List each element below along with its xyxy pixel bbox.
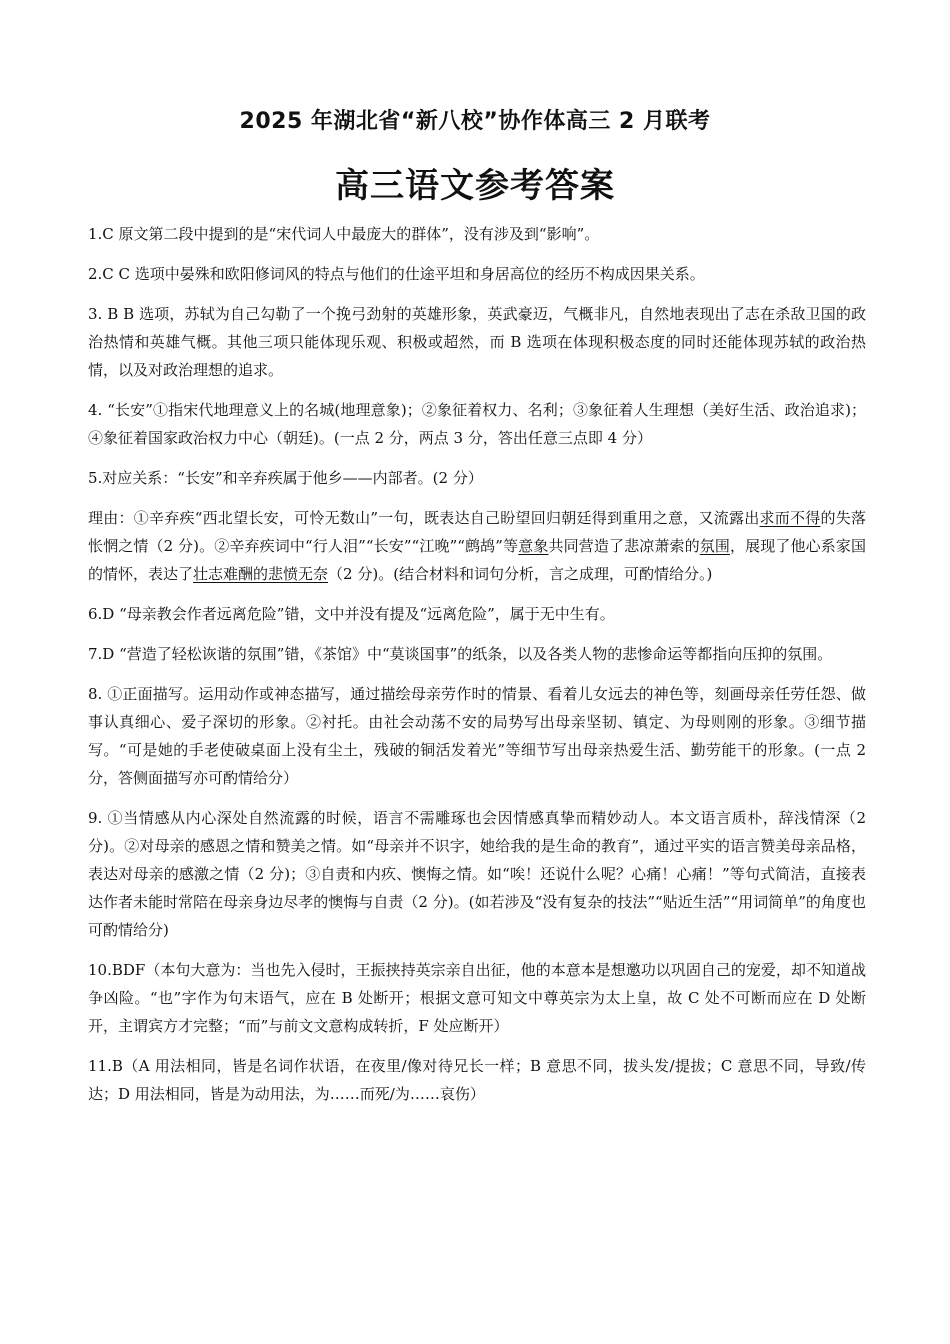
answer-q2: 2.C C 选项中晏殊和欧阳修词风的特点与他们的仕途平坦和身居高位的经历不构成因果关系。: [88, 265, 705, 283]
answer-q8: 8. ①正面描写。运用动作或神态描写，通过描绘母亲劳作时的情景、看着儿女远去的神色等，刻画母亲任劳任怨、做事认真细心、爱子深切的形象。②衬托。由社会动荡不安的局势写出母亲坚韧、镇定、为母则刚的形象。③细节描写。“可是她的手老使破桌面上没有尘土，残破的铜活发着光”等细节写出母亲热爱生活、勤劳能干的形象。(一点 2 分，答侧面描写亦可酌情给分）: [88, 685, 866, 787]
answer-q4: 4. “长安”①指宋代地理意义上的名城(地理意象)；②象征着权力、名利；③象征着人生理想（美好生活、政治追求)；④象征着国家政治权力中心（朝廷)。(一点 2 分，两点 3 分，答出任意三点即 4 分）: [88, 401, 866, 447]
answer-q11: 11.B（A 用法相同，皆是名词作状语，在夜里/像对待兄长一样；B 意思不同，拔头发/提拔；C 意思不同，导致/传达；D 用法相同，皆是为动用法，为……而死/为……哀伤）: [88, 1057, 866, 1103]
q5-underline-4: 壮志难酬的悲愤无奈: [193, 565, 329, 583]
q5-underline-1: 求而不得: [759, 509, 821, 527]
answer-q10: 10.BDF（本句大意为：当也先入侵时，王振挟持英宗亲自出征，他的本意本是想邀功以巩固自己的宠爱，却不知道战争凶险。“也”字作为句末语气，应在 B 处断开；根据文意可知文中尊英宗为太上皇，故 C 处不可断而应在 D 处断开，主谓宾方才完整；“而”与前文文意构成转折，F 处应断开）: [88, 961, 866, 1035]
document-title: 高三语文参考答案: [335, 166, 615, 206]
answer-q5-relation: 5.对应关系：“长安”和辛弃疾属于他乡——内部者。(2 分）: [88, 469, 483, 487]
q5-underline-2: 意象: [518, 537, 549, 555]
q5-reason-text-1: 理由：①辛弃疾“西北望长安，可怜无数山”一句，既表达自己盼望回归朝廷得到重用之意，又流露出: [88, 509, 760, 527]
answers-body: [88, 220, 866, 1120]
q5-reason-text-5: （2 分)。(结合材料和词句分析，言之成理，可酌情给分。): [328, 565, 713, 583]
answer-q6: 6.D “母亲教会作者远离危险”错，文中并没有提及“远离危险”，属于无中生有。: [88, 605, 615, 623]
answer-q3: 3. B B 选项，苏轼为自己勾勒了一个挽弓劲射的英雄形象，英武豪迈，气概非凡，自然地表现出了志在杀敌卫国的政治热情和英雄气概。其他三项只能体现乐观、积极或超然，而 B 选项在体现积极态度的同时还能体现苏轼的政治热情，以及对政治理想的追求。: [88, 305, 866, 379]
answer-q7: 7.D “营造了轻松诙谐的氛围”错，《茶馆》中“莫谈国事”的纸条，以及各类人物的悲惨命运等都指向压抑的氛围。: [88, 645, 833, 663]
answer-q5-reason: [88, 504, 866, 588]
q5-reason-text-2: 的失落怅惘之情（2 分)。②辛弃疾词中“行人泪”“长安”“江晚”“鹧鸪”等: [88, 509, 866, 555]
q5-reason-text-3: 共同营造了悲凉萧索的: [548, 537, 700, 555]
q5-reason-text-4: ，展现了他心系家国的情怀，表达了: [88, 537, 866, 583]
exam-title: 2025 年湖北省“新八校”协作体高三 2 月联考: [239, 109, 711, 134]
answer-q1: 1.C 原文第二段中提到的是“宋代词人中最庞大的群体”，没有涉及到“影响”。: [88, 225, 600, 243]
q5-underline-3: 氛围: [699, 537, 730, 555]
answer-q9: 9. ①当情感从内心深处自然流露的时候，语言不需雕琢也会因情感真挚而精妙动人。本文语言质朴，辞浅情深（2 分)。②对母亲的感恩之情和赞美之情。如“母亲并不识字，她给我的是生命的教育”，通过平实的语言赞美母亲品格，表达对母亲的感激之情（2 分)；③自责和内疚、懊悔之情。如“唉！还说什么呢？心痛！心痛！”等句式简洁，直接表达作者未能时常陪在母亲身边尽孝的懊悔与自责（2 分)。(如若涉及“没有复杂的技法”“贴近生活”“用词简单”的角度也可酌情给分): [88, 809, 866, 939]
